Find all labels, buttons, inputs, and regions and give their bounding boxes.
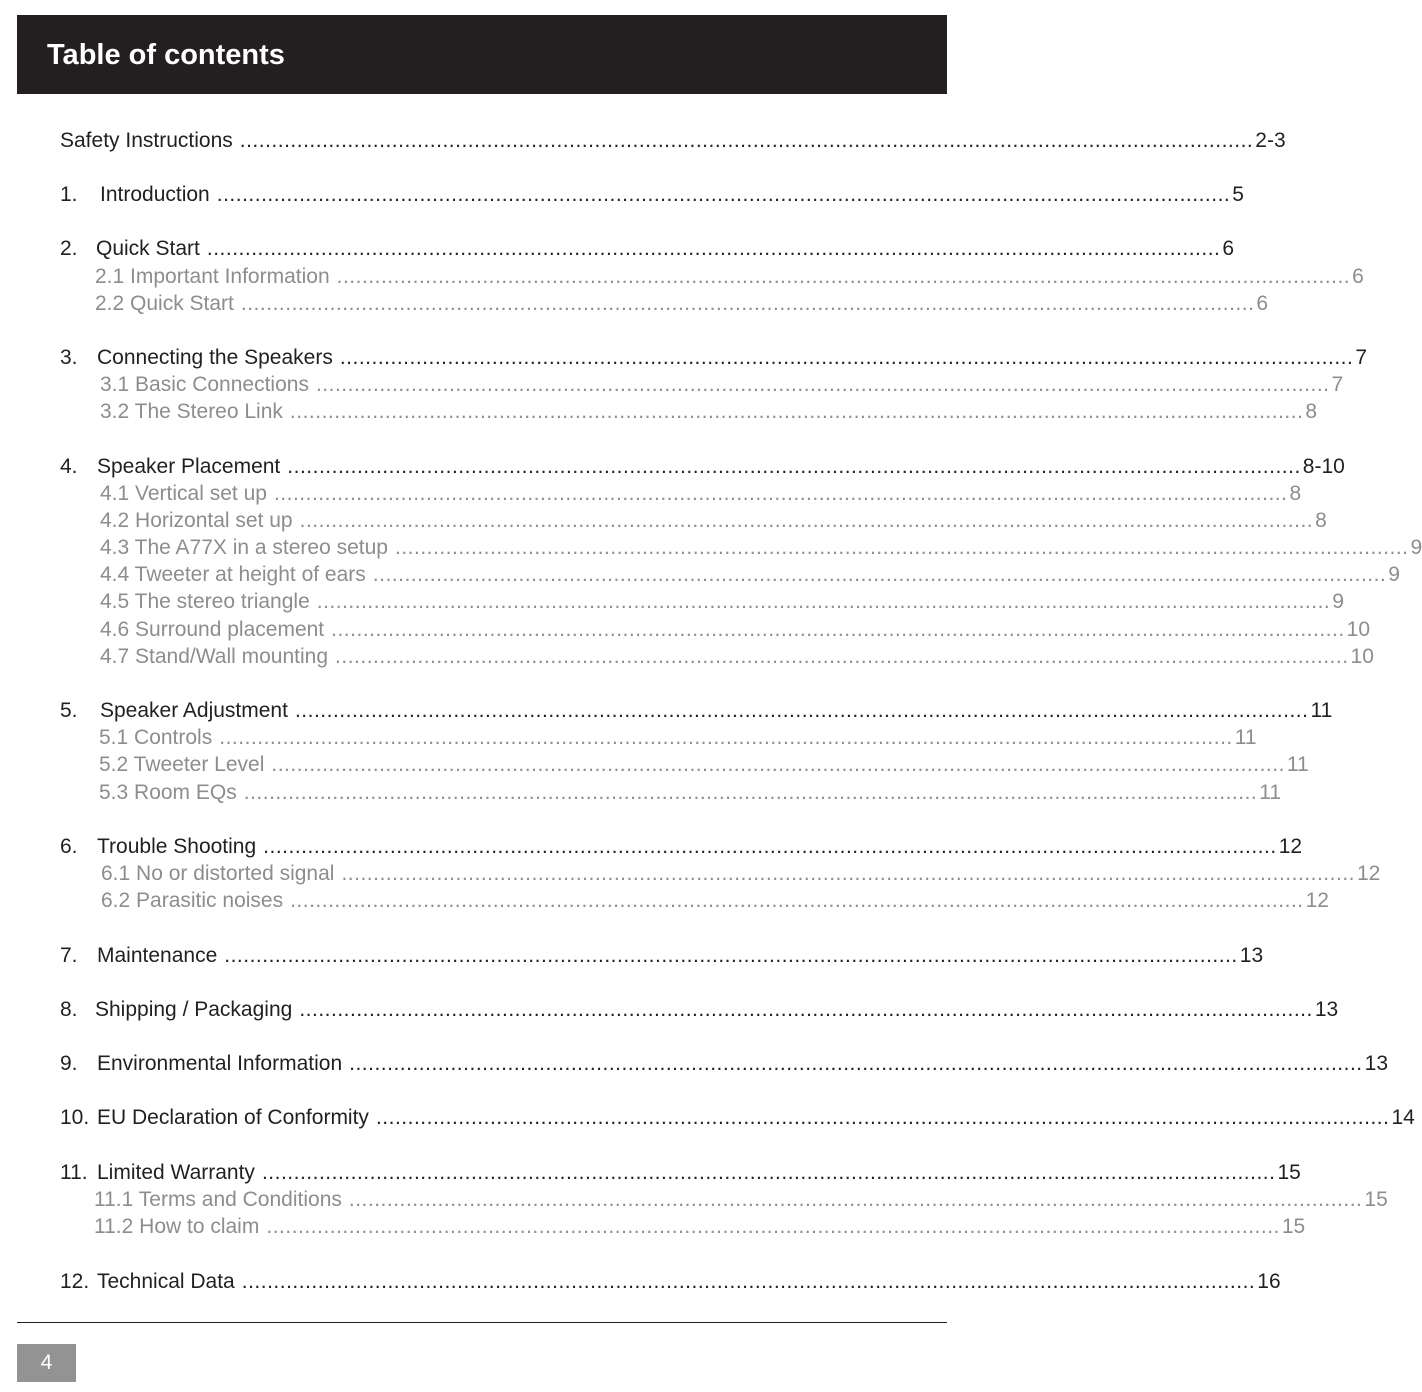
dot-leader: ................................................................................................................................................................ [316,590,1331,613]
toc-entry-title: 3.2 The Stereo Link [100,400,283,423]
toc-subentry [94,1214,1306,1240]
toc-entry [60,1051,1388,1077]
page-number-badge: 4 [17,1344,76,1382]
toc-entry-page: 14 [1391,1106,1415,1129]
dot-leader: ................................................................................................................................................................ [273,482,1288,505]
toc-entry-number: 6. [60,835,78,858]
toc-entry-page: 6 [1352,265,1364,288]
toc-entry-title: 2.2 Quick Start [95,292,234,315]
toc-entry-page: 5 [1232,183,1244,206]
toc-subentry [100,508,1327,534]
toc-entry-page: 2-3 [1255,129,1286,152]
dot-leader: ................................................................................................................................................................ [224,944,1238,967]
toc-entry [60,1160,1301,1186]
toc-subentry [100,399,1318,425]
toc-subentry [101,888,1329,914]
toc-entry-page: 11 [1286,753,1309,776]
dot-leader: ................................................................................................................................................................ [341,862,1355,885]
toc-entry-page: 7 [1331,373,1344,396]
toc-entry-title: Maintenance [97,944,218,967]
toc-entry-number: 8. [60,998,78,1021]
toc-entry-number: 9. [60,1052,78,1075]
toc-entry-page: 13 [1239,944,1264,967]
toc-entry-page: 6 [1256,292,1269,315]
toc-subentry [100,589,1344,615]
toc-subentry [94,1187,1388,1213]
dot-leader: ................................................................................................................................................................ [243,781,1258,804]
toc-entry-page: 15 [1281,1215,1306,1238]
toc-entry [60,182,1244,208]
dot-leader: ................................................................................................................................................................ [394,536,1409,559]
dot-leader: ................................................................................................................................................................ [271,753,1285,776]
toc-entry-title: Speaker Placement [97,455,281,478]
dot-leader: ................................................................................................................................................................ [261,1161,1276,1184]
dot-leader: ................................................................................................................................................................ [335,645,1349,668]
dot-leader: ................................................................................................................................................................ [263,835,1277,858]
toc-entry-title: 4.6 Surround placement [100,618,325,641]
toc-entry-page: 13 [1364,1052,1388,1075]
dot-leader: ................................................................................................................................................................ [240,292,1255,315]
toc-entry-title: 5.3 Room EQs [99,781,237,804]
toc-entry-page: 12 [1305,889,1329,912]
toc-entry-page: 9 [1332,590,1344,613]
toc-entry-title: Trouble Shooting [97,835,257,858]
toc-entry-page: 11 [1234,726,1257,749]
dot-leader: ................................................................................................................................................................ [216,183,1231,206]
toc-subentry [100,644,1374,670]
toc-entry-page: 15 [1364,1188,1388,1211]
toc-subentry [99,752,1309,778]
dot-leader: ................................................................................................................................................................ [266,1215,1280,1238]
toc-entry [60,1269,1281,1295]
toc-entry-title: 5.2 Tweeter Level [99,753,265,776]
toc-entry-title: 4.7 Stand/Wall mounting [100,645,329,668]
dot-leader: ................................................................................................................................................................ [206,237,1221,260]
toc-entry-page: 10 [1350,645,1374,668]
toc-entry-title: 4.1 Vertical set up [100,482,267,505]
toc-entry-number: 5. [60,699,78,722]
dot-leader: ................................................................................................................................................................ [287,455,1301,478]
dot-leader: ................................................................................................................................................................ [315,373,1330,396]
dot-leader: ................................................................................................................................................................ [241,1270,1256,1293]
toc-entry-page: 12 [1278,835,1303,858]
toc-subentry [100,562,1400,588]
toc-entry [60,236,1235,262]
toc-entry-title: Safety Instructions [60,129,233,152]
toc-entry-title: Technical Data [97,1270,235,1293]
toc-entry-title: Limited Warranty [97,1161,255,1184]
toc-entry-page: 16 [1257,1270,1281,1293]
toc-entry [60,1105,1415,1131]
toc-entry-page: 9 [1410,536,1422,559]
dot-leader: ................................................................................................................................................................ [349,1052,1363,1075]
dot-leader: ................................................................................................................................................................ [219,726,1233,749]
toc-entry [60,943,1264,969]
toc-entry-page: 8 [1305,400,1318,423]
toc-entry-page: 6 [1222,237,1235,260]
toc-entry-page: 8-10 [1302,455,1345,478]
dot-leader: ................................................................................................................................................................ [372,563,1387,586]
toc-entry-number: 1. [60,183,78,206]
dot-leader: ................................................................................................................................................................ [336,265,1351,288]
toc-entry-title: Introduction [100,183,210,206]
dot-leader: ................................................................................................................................................................ [239,129,1254,152]
toc-entry-title: 11.1 Terms and Conditions [94,1188,342,1211]
toc-entry-title: 4.5 The stereo triangle [100,590,310,613]
toc-entry-title: 6.1 No or distorted signal [101,862,335,885]
toc-entry-title: 3.1 Basic Connections [100,373,309,396]
toc-subentry [100,372,1344,398]
toc-entry [60,698,1333,724]
toc-entry-title: Environmental Information [97,1052,343,1075]
toc-entry [60,454,1345,480]
dot-leader: ................................................................................................................................................................ [331,618,1345,641]
dot-leader: ................................................................................................................................................................ [289,400,1304,423]
toc-entry-page: 7 [1355,346,1368,369]
toc-entry-title: 4.4 Tweeter at height of ears [100,563,366,586]
toc-entry-number: 10. [60,1106,90,1129]
toc-entry-number: 4. [60,455,78,478]
toc-entry-page: 15 [1277,1161,1301,1184]
toc-subentry [100,617,1371,643]
toc-entry-page: 11 [1259,781,1282,804]
toc-entry-page: 11 [1310,699,1333,722]
toc-entry-title: 11.2 How to claim [94,1215,260,1238]
toc-entry-title: Speaker Adjustment [100,699,288,722]
toc-entry-page: 10 [1346,618,1371,641]
toc-subentry [100,535,1422,561]
toc-entry-number: 2. [60,237,78,260]
toc-entry-title: EU Declaration of Conformity [97,1106,369,1129]
toc-entry-number: 3. [60,346,78,369]
page-title: Table of contents [47,39,285,71]
toc-entry-title: Shipping / Packaging [95,998,293,1021]
toc-entry-title: 6.2 Parasitic noises [101,889,284,912]
toc-entry-title: 4.3 The A77X in a stereo setup [100,536,388,559]
toc-entry [60,128,1286,154]
toc-subentry [95,264,1364,290]
toc-entry-page: 8 [1315,509,1327,532]
toc-entry-page: 13 [1314,998,1339,1021]
toc-entry-page: 8 [1289,482,1302,505]
toc-entry-title: Connecting the Speakers [97,346,333,369]
toc-subentry [101,861,1381,887]
toc-entry-number: 12. [60,1270,90,1293]
toc-entry-number: 7. [60,944,78,967]
dot-leader: ................................................................................................................................................................ [348,1188,1363,1211]
toc-entry-title: Quick Start [96,237,200,260]
dot-leader: ................................................................................................................................................................ [299,998,1313,1021]
toc-entry-page: 12 [1356,862,1381,885]
toc-entry-title: 2.1 Important Information [95,265,330,288]
toc-entry-number: 11. [60,1161,88,1184]
toc-subentry [99,780,1282,806]
footer-divider [17,1322,947,1323]
toc-subentry [99,725,1257,751]
toc-entry-title: 5.1 Controls [99,726,213,749]
dot-leader: ................................................................................................................................................................ [294,699,1309,722]
toc-subentry [95,291,1269,317]
dot-leader: ................................................................................................................................................................ [290,889,1304,912]
dot-leader: ................................................................................................................................................................ [375,1106,1390,1129]
toc-entry-page: 9 [1388,563,1400,586]
toc-subentry [100,481,1302,507]
toc-entry [60,345,1368,371]
toc-entry [60,834,1303,860]
toc-entry-title: 4.2 Horizontal set up [100,509,293,532]
toc-entry [60,997,1339,1023]
dot-leader: ................................................................................................................................................................ [299,509,1314,532]
dot-leader: ................................................................................................................................................................ [339,346,1354,369]
